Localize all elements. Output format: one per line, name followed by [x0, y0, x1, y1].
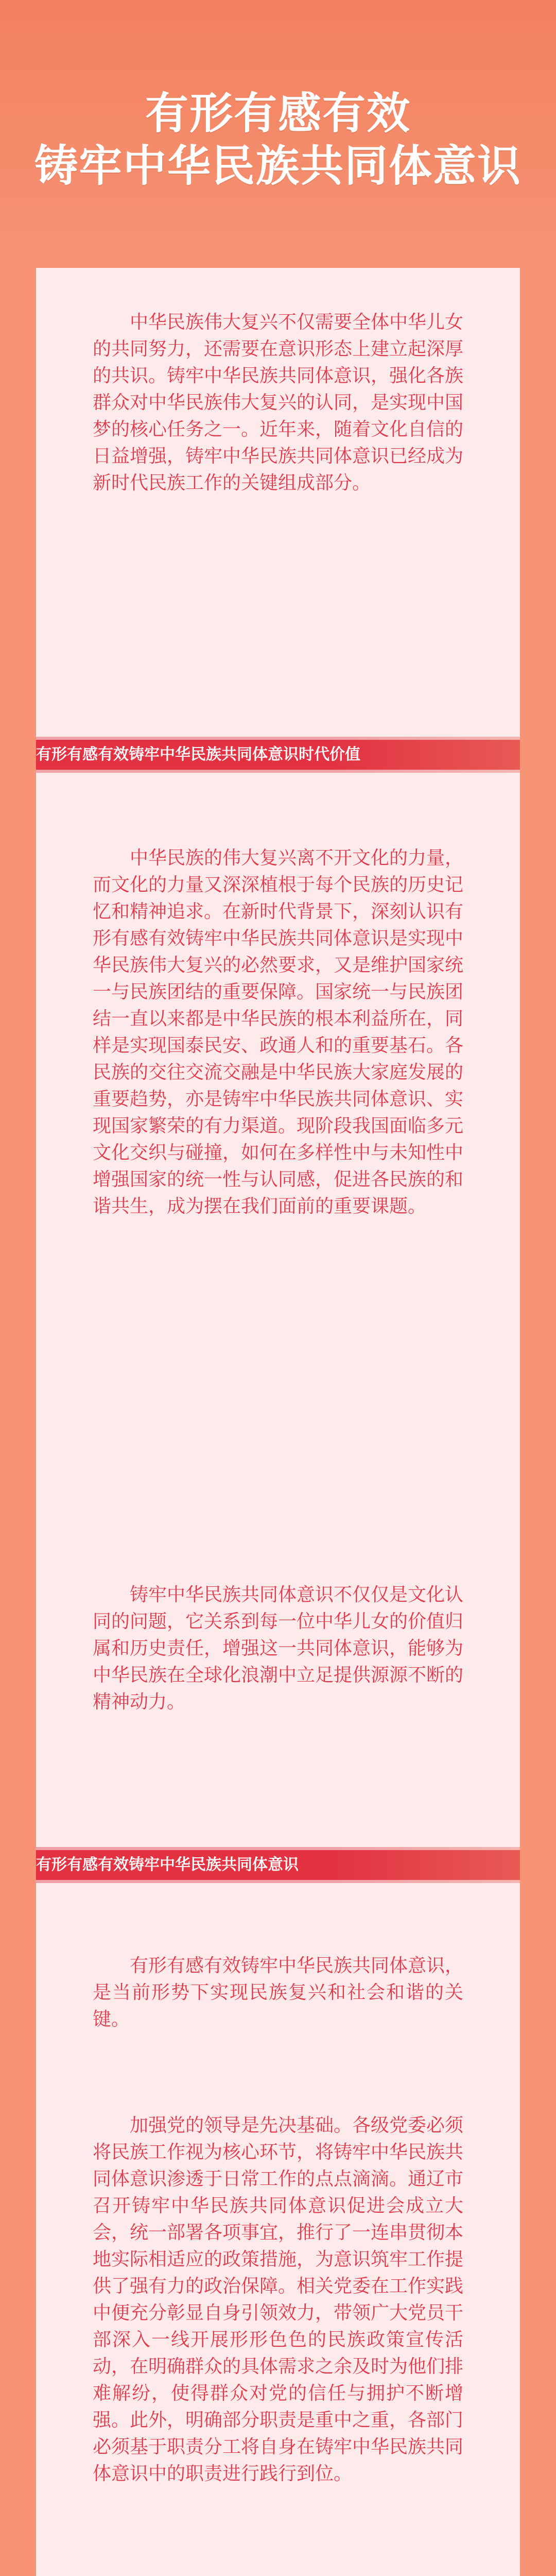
section-1-title-text: 有形有感有效铸牢中华民族共同体意识时代价值 [36, 745, 360, 764]
section-2-title [36, 1847, 299, 1883]
page-title-line-2: 铸牢中华民族共同体意识 [34, 141, 522, 191]
section-2-bottom-stripe [36, 1880, 520, 1883]
section-2-header [36, 1847, 520, 1883]
section-1-paragraph-2: 铸牢中华民族共同体意识不仅仅是文化认同的问题，它关系到每一位中华儿女的价值归属和历史责任，增强这一共同体意识，能够为中华民族在全球化浪潮中立足提供源源不断的精神动力。 [93, 1584, 464, 1713]
section-2-paragraph-2: 加强党的领导是先决基础。各级党委必须将民族工作视为核心环节，将铸牢中华民族共同体意识渗透于日常工作的点点滴滴。通辽市召开铸牢中华民族共同体意识促进会成立大会，统一部署各项事宜，推行了一连串贯彻本地实际相适应的政策措施，为意识筑牢工作提供了强有力的政治保障。相关党委在工作实践中便充分彰显自身引领效力，带领广大党员干部深入一线开展形形色色的民族政策宣传活动，在明确群众的具体需求之余及时为他们排难解纷，使得群众对党的信任与拥护不断增强。此外，明确部分职责是重中之重，各部门必须基于职责分工将自身在铸牢中华民族共同体意识中的职责进行践行到位。 [93, 2115, 464, 2484]
section-2-paragraph-1: 有形有感有效铸牢中华民族共同体意识，是当前形势下实现民族复兴和社会和谐的关键。 [93, 1955, 464, 2030]
intro-paragraph: 中华民族伟大复兴不仅需要全体中华儿女的共同努力，还需要在意识形态上建立起深厚的共识。铸牢中华民族共同体意识，强化各族群众对中华民族伟大复兴的认同，是实现中国梦的核心任务之一。近年来，随着文化自信的日益增强，铸牢中华民族共同体意识已经成为新时代民族工作的关键组成部分。 [93, 312, 464, 494]
section-1-title [36, 737, 360, 773]
section-2-title-text: 有形有感有效铸牢中华民族共同体意识 [36, 1856, 299, 1874]
section-1-header [36, 737, 520, 773]
page-title-line-1: 有形有感有效 [145, 88, 411, 139]
header-banner [0, 0, 556, 268]
section-1-bottom-stripe [36, 770, 520, 773]
section-1-paragraph-1: 中华民族的伟大复兴离不开文化的力量，而文化的力量又深深植根于每个民族的历史记忆和精神追求。在新时代背景下，深刻认识有形有感有效铸牢中华民族共同体意识是实现中华民族伟大复兴的必然要求，又是维护国家统一与民族团结的重要保障。国家统一与民族团结一直以来都是中华民族的根本利益所在，同样是实现国泰民安、政通人和的重要基石。各民族的交往交流交融是中华民族大家庭发展的重要趋势，亦是铸牢中华民族共同体意识、实现国家繁荣的有力渠道。现阶段我国面临多元文化交织与碰撞，如何在多样性中与未知性中增强国家的统一性与认同感，促进各民族的和谐共生，成为摆在我们面前的重要课题。 [93, 848, 464, 1217]
